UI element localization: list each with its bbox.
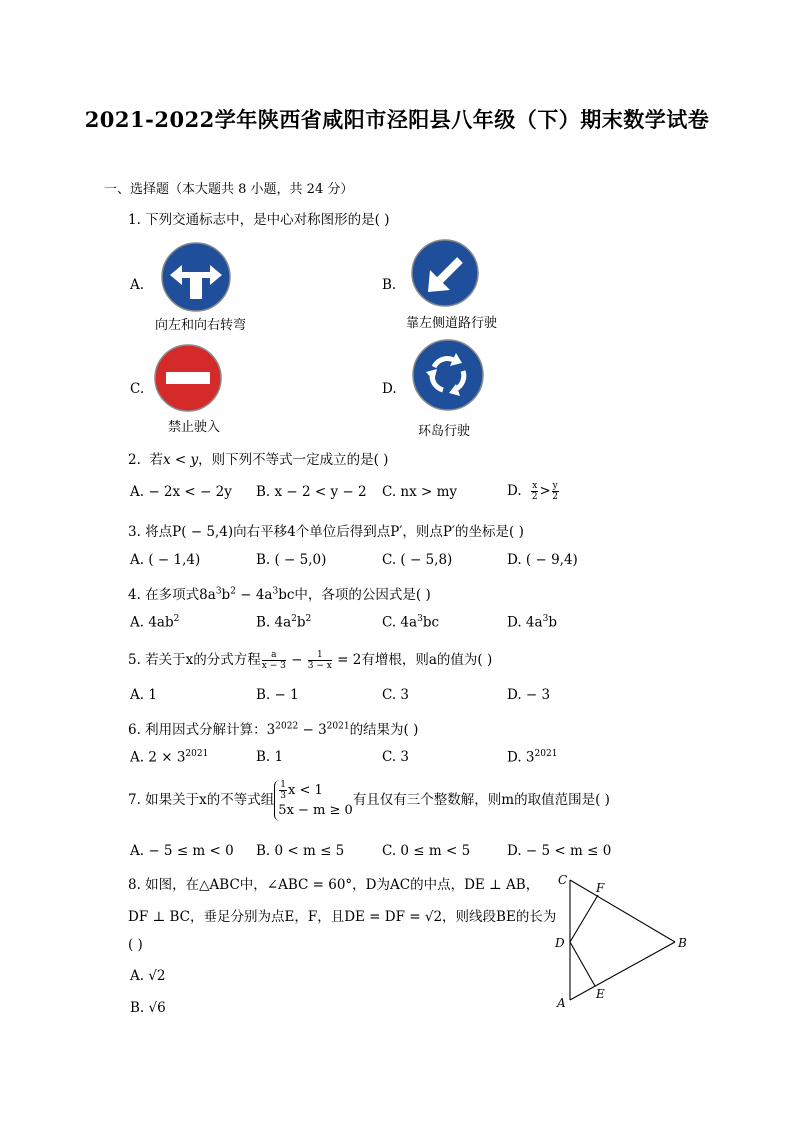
q2-stem: 2. 若x < y，则下列不等式一定成立的是( ) bbox=[128, 452, 389, 468]
label-A: A bbox=[557, 996, 566, 1010]
q1-option-d-label[interactable]: D. bbox=[382, 381, 397, 397]
q1-option-d-caption: 环岛行驶 bbox=[418, 424, 471, 439]
q8-option-b[interactable]: B. √6 bbox=[130, 1000, 166, 1016]
q7-option-b[interactable]: B. 0 < m ≤ 5 bbox=[256, 843, 345, 859]
q1-stem: 1. 下列交通标志中，是中心对称图形的是( ) bbox=[128, 212, 390, 228]
q4-option-c[interactable]: C. $4a^3bc$ bbox=[382, 614, 440, 631]
q4-option-b[interactable]: B. $4a^2b^2$ bbox=[256, 614, 312, 631]
q5-option-a[interactable]: A. 1 bbox=[130, 687, 157, 703]
q8-stem-line2: DF ⊥ BC，垂足分别为点E，F，且DE = DF = √2，则线段BE的长为 bbox=[128, 909, 557, 925]
q8-stem-line1: 8. 如图，在△ABC中，∠ABC = 60°，D为AC的中点，DE ⊥ AB， bbox=[128, 877, 540, 893]
q5-option-d[interactable]: D. − 3 bbox=[507, 687, 551, 703]
q7-option-a[interactable]: A. − 5 ≤ m < 0 bbox=[130, 843, 234, 859]
q2-option-d[interactable]: D. $\frac{x}{2}$ > $\frac{y}{2}$ bbox=[507, 481, 559, 502]
q2-option-b[interactable]: B. x − 2 < y − 2 bbox=[256, 484, 367, 500]
q8-option-a[interactable]: A. √2 bbox=[130, 968, 166, 984]
q1-option-a-label[interactable]: A. bbox=[130, 277, 145, 293]
no-entry-sign-icon bbox=[153, 343, 225, 415]
q5-stem: 5. 若关于x的分式方程 $\frac{a}{x - 3}$ − $\frac{1}{3 - x}$ = 2有增根，则a的值为( ) bbox=[128, 650, 493, 671]
q1-option-b-label[interactable]: B. bbox=[382, 277, 397, 293]
section-heading: 一、选择题（本大题共 8 小题，共 24 分） bbox=[104, 182, 354, 197]
q3-option-d[interactable]: D. ( − 9,4) bbox=[507, 552, 578, 568]
q7-stem: 7. 如果关于x的不等式组 $\frac{1}{3}$ x < 1 5x − m ≥ 0 有且仅有三个整数解，则m的取值范围是( ) bbox=[128, 780, 610, 821]
q2-option-c[interactable]: C. nx > my bbox=[382, 484, 458, 500]
label-C: C bbox=[558, 873, 568, 887]
keep-left-sign-icon bbox=[410, 238, 482, 310]
q6-option-b[interactable]: B. 1 bbox=[256, 749, 284, 765]
label-B: B bbox=[678, 936, 687, 950]
q4-option-d[interactable]: D. $4a^3b$ bbox=[507, 614, 557, 631]
q1-option-a-caption: 向左和向右转弯 bbox=[155, 318, 247, 333]
q5-option-c[interactable]: C. 3 bbox=[382, 687, 410, 703]
roundabout-sign-icon bbox=[410, 338, 486, 414]
q3-option-b[interactable]: B. ( − 5,0) bbox=[256, 552, 327, 568]
q7-option-c[interactable]: C. 0 ≤ m < 5 bbox=[382, 843, 471, 859]
q4-stem: 4. 在多项式$8a^3b^2 - 4a^3bc$中，各项的公因式是( ) bbox=[128, 586, 431, 603]
q1-option-c-label[interactable]: C. bbox=[130, 381, 145, 397]
q1-option-b-caption: 靠左侧道路行驶 bbox=[406, 316, 498, 331]
q6-stem: 6. 利用因式分解计算：$3^{2022} - 3^{2021}$的结果为( ) bbox=[128, 721, 419, 738]
q6-option-d[interactable]: D. $3^{2021}$ bbox=[507, 749, 558, 766]
page-title: 2021-2022学年陕西省咸阳市泾阳县八年级（下）期末数学试卷 bbox=[84, 107, 710, 132]
q6-option-a[interactable]: A. $2 \times 3^{2021}$ bbox=[130, 749, 209, 766]
q3-option-a[interactable]: A. ( − 1,4) bbox=[130, 552, 201, 568]
label-F: F bbox=[596, 881, 605, 895]
q2-option-a[interactable]: A. − 2x < − 2y bbox=[130, 484, 232, 500]
q3-stem: 3. 将点P( − 5,4)向右平移4个单位后得到点P′，则点P′的坐标是( ) bbox=[128, 524, 524, 540]
q3-option-c[interactable]: C. ( − 5,8) bbox=[382, 552, 453, 568]
q4-option-a[interactable]: A. $4ab^2$ bbox=[130, 614, 180, 631]
label-D: D bbox=[555, 936, 565, 950]
q7-option-d[interactable]: D. − 5 < m ≤ 0 bbox=[507, 843, 612, 859]
triangle-lines bbox=[570, 880, 675, 1000]
q8-stem-line3: ( ) bbox=[128, 937, 143, 953]
turn-left-right-sign-icon bbox=[160, 241, 232, 313]
q5-option-b[interactable]: B. − 1 bbox=[256, 687, 299, 703]
q6-option-c[interactable]: C. 3 bbox=[382, 749, 410, 765]
q1-option-c-caption: 禁止驶入 bbox=[168, 420, 221, 435]
label-E: E bbox=[596, 987, 605, 1001]
triangle-figure bbox=[550, 868, 700, 1013]
